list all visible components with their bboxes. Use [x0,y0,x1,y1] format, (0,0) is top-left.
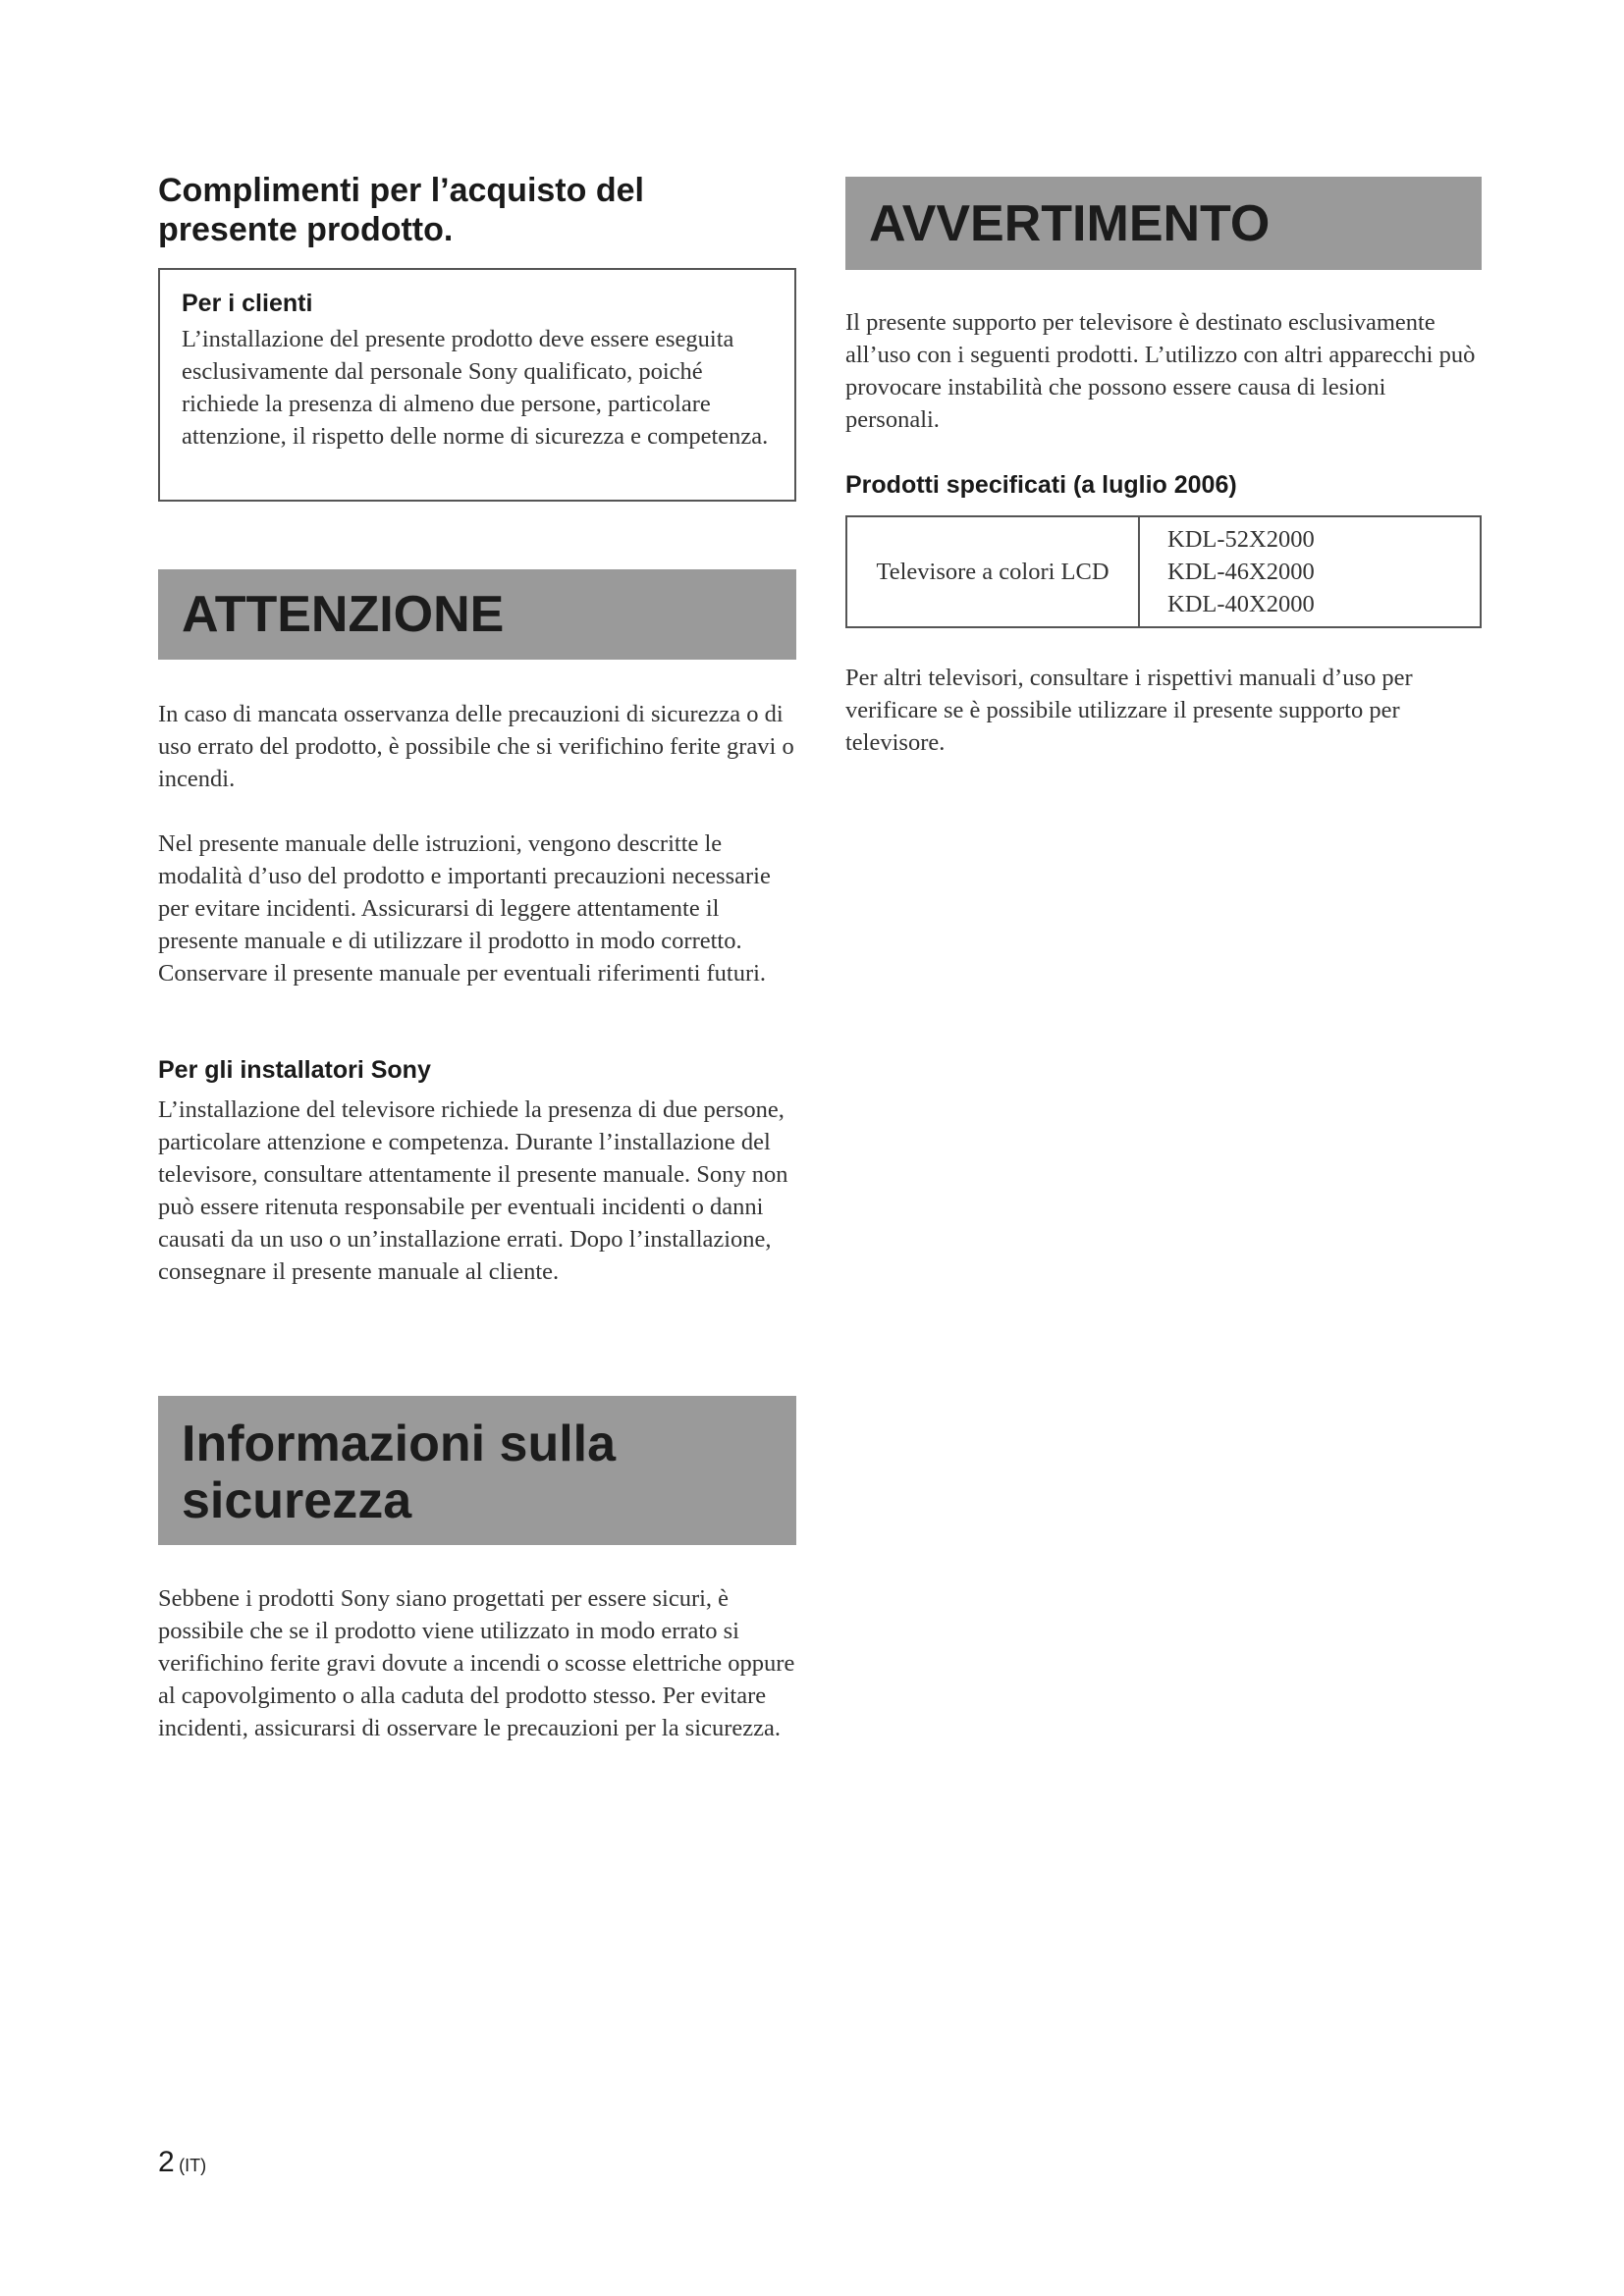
other-tv-text: Per altri televisori, consultare i rispettivi manuali d’uso per verificare se è possibile utilizzare il presente supporto per televisore. [845,665,1413,756]
page-number-value: 2 [158,2146,175,2178]
customers-notice-title: Per i clienti [182,290,313,317]
attenzione-banner-text: ATTENZIONE [182,586,505,643]
products-table [845,515,1482,628]
installers-title: Per gli installatori Sony [158,1056,431,1084]
attenzione-banner [158,569,796,660]
products-models-cell [1139,516,1481,627]
installers-text: L’installazione del televisore richiede la presenza di due persone, particolare attenzione e competenza. Durante l’installazione del televisore, consultare attentamente il presente manuale. Sony non può essere ritenuta responsabile per eventuali incidenti o danni causati da un uso o un’installazione errati. Dopo l’installazione, consegnare il presente manuale al cliente. [158,1096,788,1285]
safety-banner [158,1396,796,1545]
safety-banner-line-1: Informazioni sulla [182,1415,617,1472]
page-heading: Complimenti per l’acquisto del presente prodotto. [158,172,644,248]
safety-banner-line-2: sicurezza [182,1472,412,1529]
customers-notice-box [158,268,796,502]
product-model: KDL-46X2000 [1167,559,1315,585]
avvertimento-banner [845,177,1482,270]
products-category: Televisore a colori LCD [876,558,1110,585]
attenzione-paragraph-1: In caso di mancata osservanza delle precauzioni di sicurezza o di uso errato del prodotto, è possibile che si verifichino ferite gravi o incendi. [158,701,794,792]
avvertimento-banner-text: AVVERTIMENTO [869,195,1271,252]
avvertimento-text: Il presente supporto per televisore è destinato esclusivamente all’uso con i seguenti prodotti. L’utilizzo con altri apparecchi può provocare instabilità che possono essere causa di lesioni personali. [845,309,1476,433]
product-model: KDL-52X2000 [1167,526,1315,553]
product-model: KDL-40X2000 [1167,591,1315,617]
products-category-cell [846,516,1139,627]
attenzione-paragraph-2: Nel presente manuale delle istruzioni, vengono descritte le modalità d’uso del prodotto e importanti precauzioni necessarie per evitare incidenti. Assicurarsi di leggere attentamente il presente manuale e di utilizzare il prodotto in modo corretto. Conservare il presente manuale per eventuali riferimenti futuri. [158,830,771,987]
page-number [158,2146,206,2179]
page-language-code: (IT) [179,2156,207,2175]
products-title: Prodotti specificati (a luglio 2006) [845,471,1237,499]
safety-text: Sebbene i prodotti Sony siano progettati per essere sicuri, è possibile che se il prodotto viene utilizzato in modo errato si verifichino ferite gravi dovute a incendi o scosse elettriche oppure al capovolgimento o alla caduta del prodotto stesso. Per evitare incidenti, assicurarsi di osservare le precauzioni per la sicurezza. [158,1585,795,1741]
customers-notice-text: L’installazione del presente prodotto deve essere eseguita esclusivamente dal personale Sony qualificato, poiché richiede la presenza di almeno due persone, particolare attenzione, il rispetto delle norme di sicurezza e competenza. [182,326,769,450]
